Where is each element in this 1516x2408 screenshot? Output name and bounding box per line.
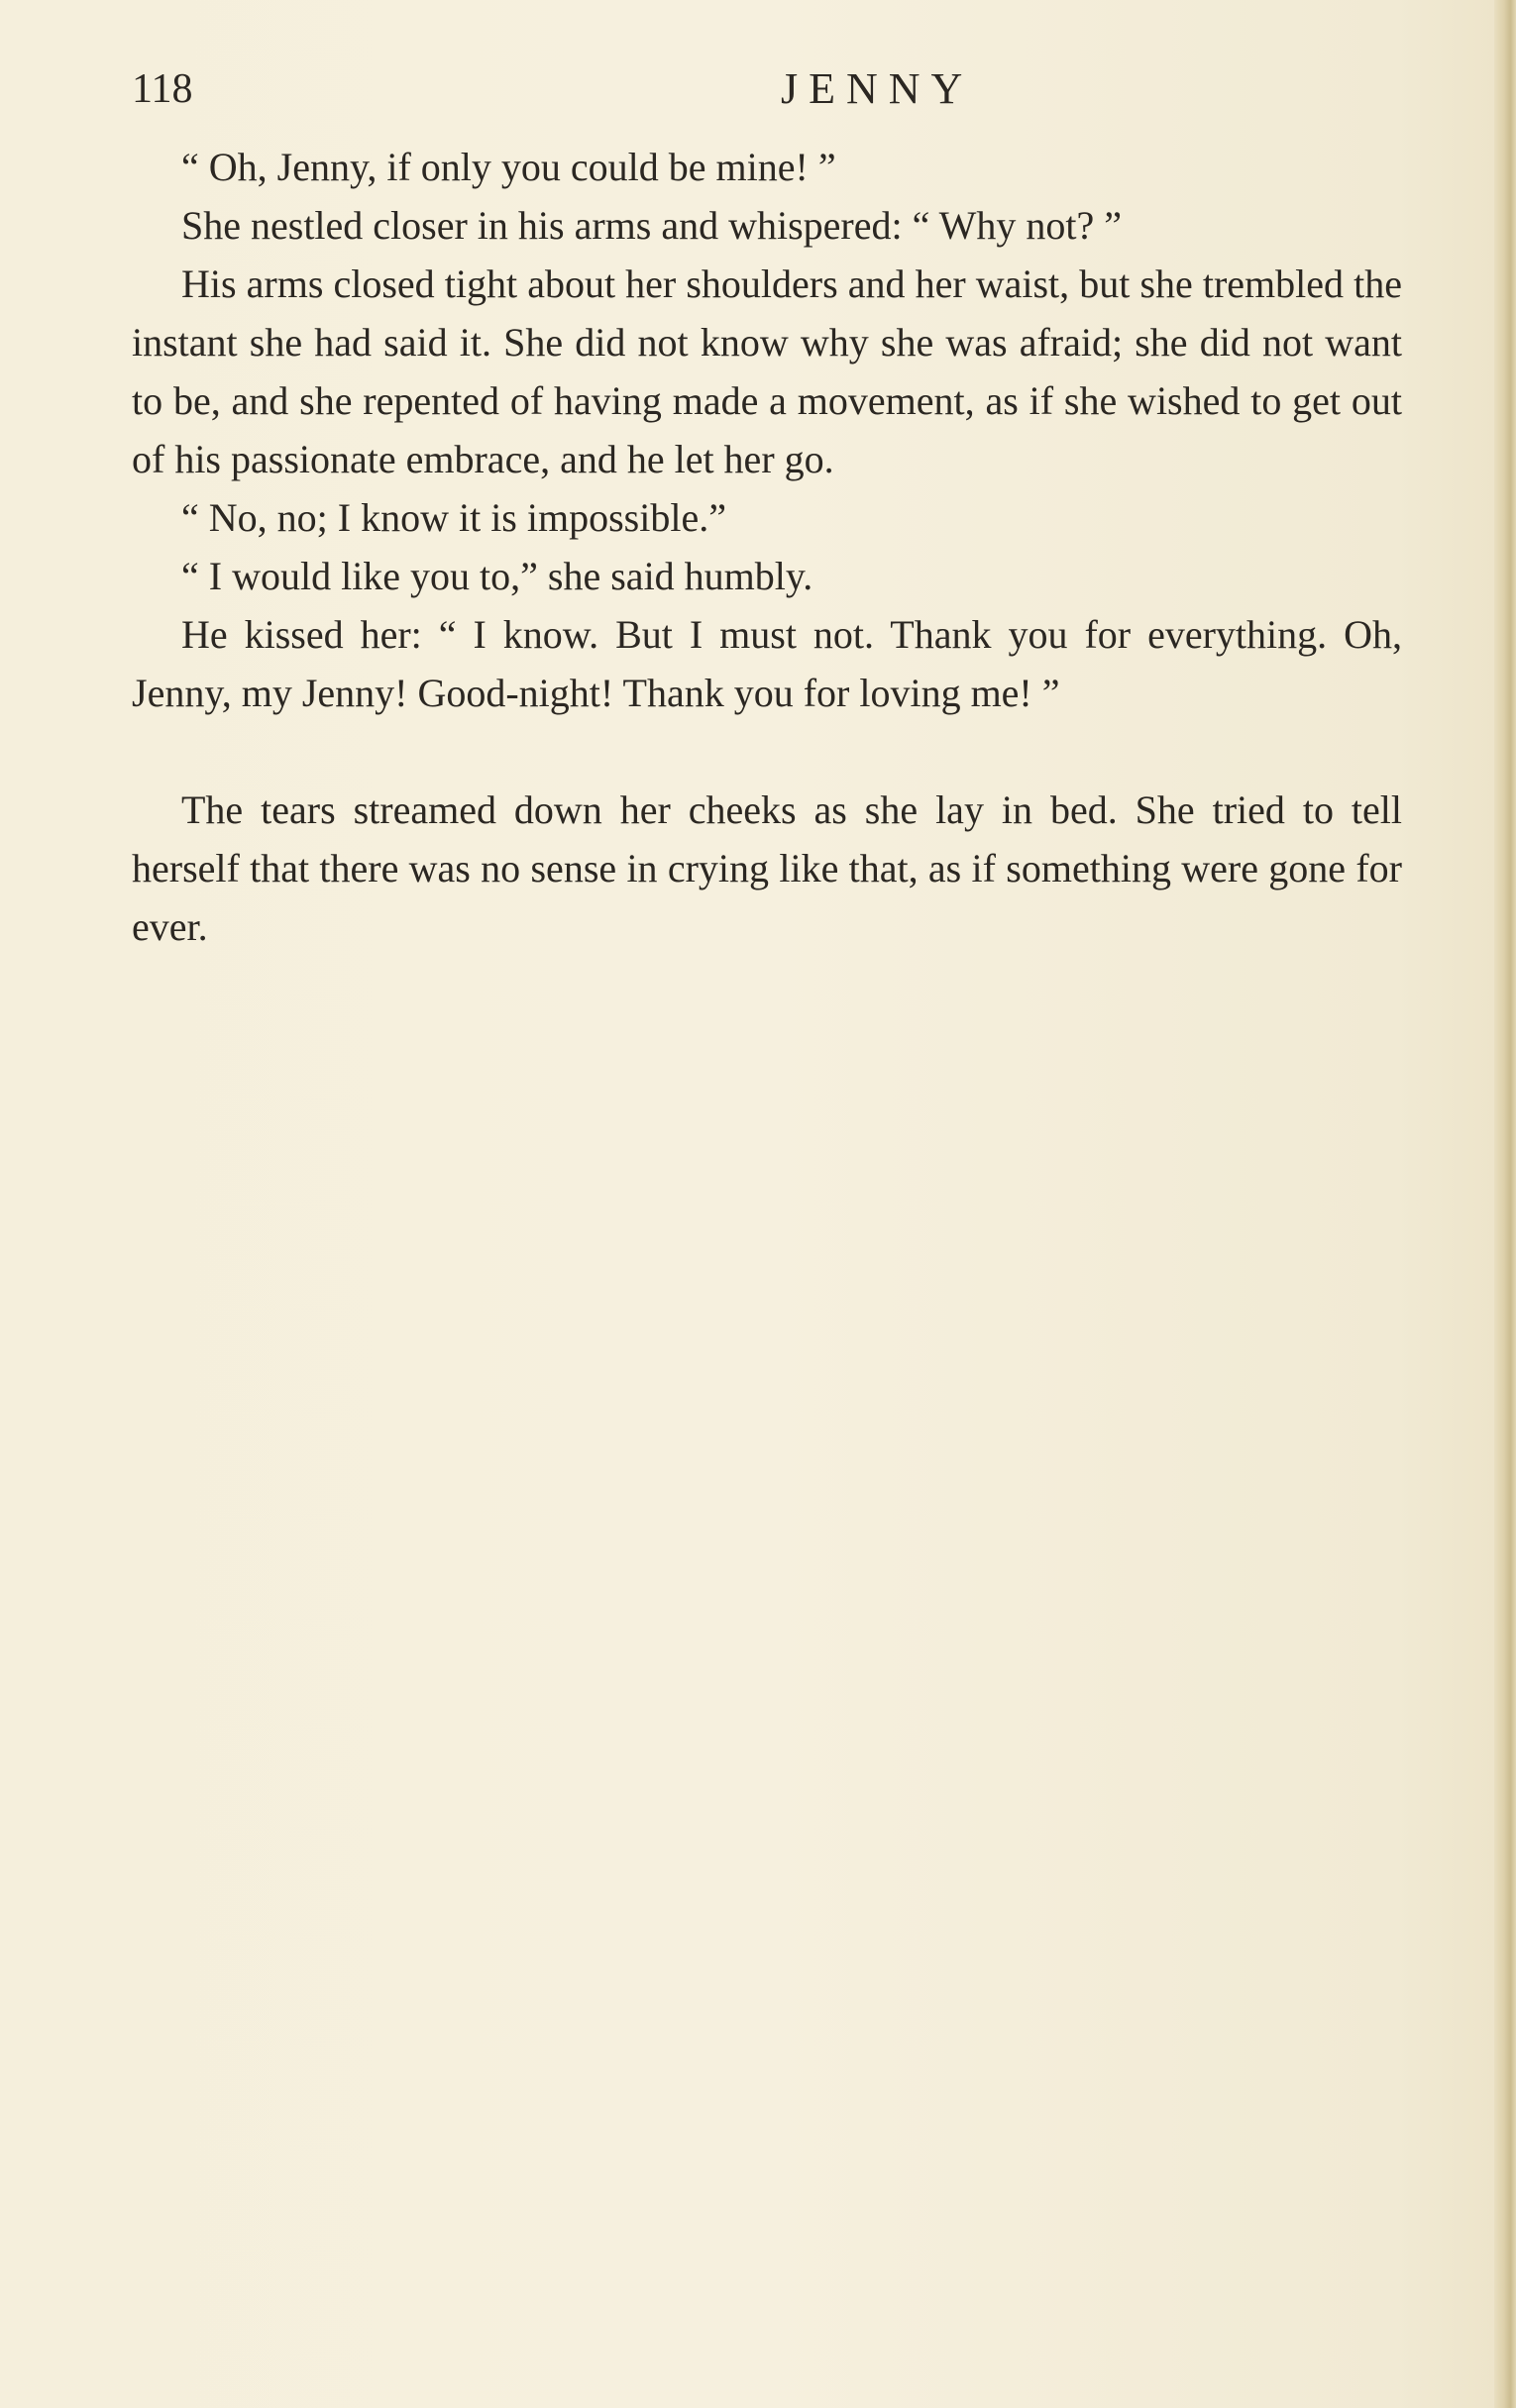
paragraph: The tears streamed down her cheeks as she lay in bed. She tried to tell herself that there was no sense in crying like that, as if something were gone for ever. (132, 787, 1402, 949)
paragraph: “ No, no; I know it is impossible.” (181, 495, 726, 540)
paragraph: She nestled closer in his arms and whispered: “ Why not? ” (181, 203, 1123, 248)
body-text (132, 138, 1402, 956)
running-title: JENNY (781, 64, 974, 113)
paragraph: “ I would like you to,” she said humbly. (181, 554, 813, 598)
paragraph: He kissed her: “ I know. But I must not. Thank you for everything. Oh, Jenny, my Jenny! Good-night! Thank you for loving me! ” (132, 612, 1402, 715)
page-edge (1494, 0, 1516, 2408)
section-break (132, 722, 1402, 781)
paragraph: His arms closed tight about her shoulders and her waist, but she trembled the instant she had said it. She did not know why she was afraid; she did not want to be, and she repented of having made a movement, as if she wished to get out of his passionate embrace, and he let her go. (132, 262, 1402, 481)
page-header (132, 59, 1410, 119)
paragraph: “ Oh, Jenny, if only you could be mine! ” (181, 145, 836, 189)
page-number: 118 (132, 66, 193, 112)
